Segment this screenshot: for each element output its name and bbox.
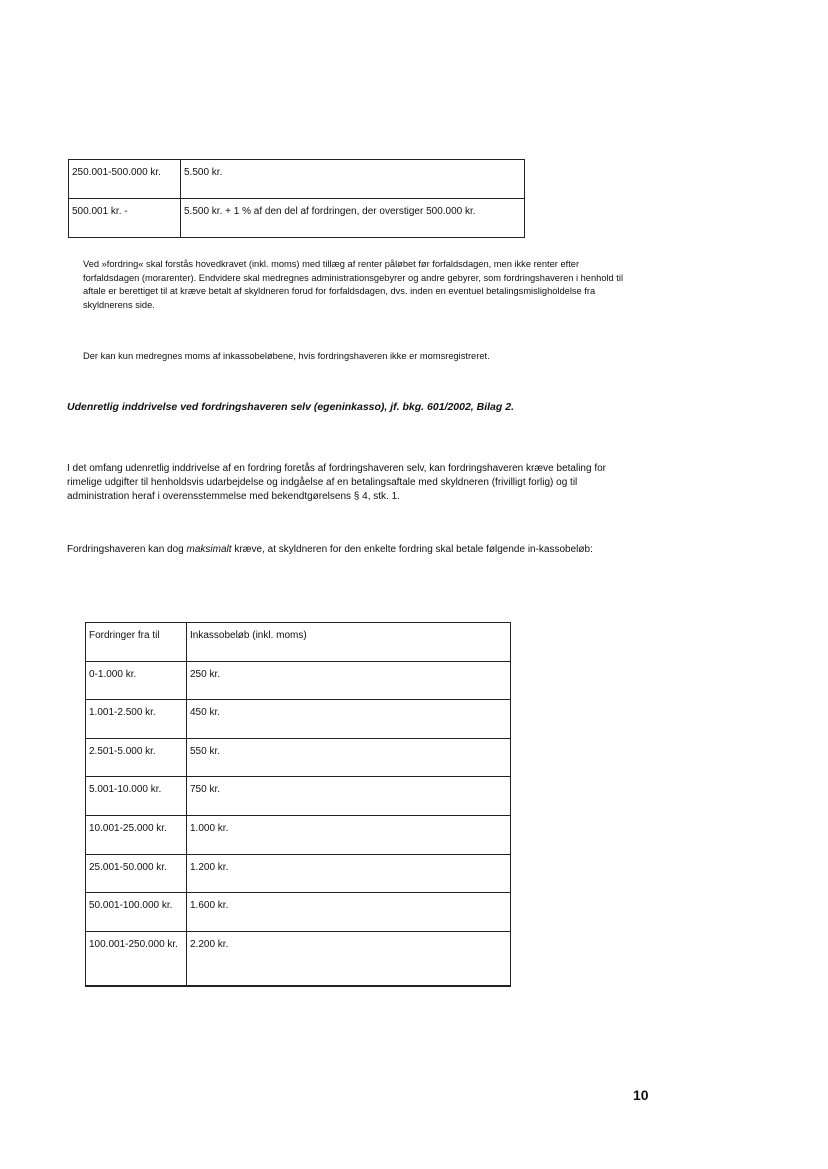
range-cell: 50.001-100.000 kr. [86, 893, 187, 932]
fee-cell: 450 kr. [187, 700, 511, 739]
maximum-fee-text-start: Fordringshaveren kan dog [67, 544, 187, 555]
header-range: Fordringer fra til [86, 623, 187, 662]
table-row [86, 777, 511, 816]
fee-cell: 550 kr. [187, 738, 511, 777]
range-cell: 10.001-25.000 kr. [86, 815, 187, 854]
vat-paragraph: Der kan kun medregnes moms af inkassobeløbene, hvis fordringshaveren ikke er momsregistreret. [83, 351, 490, 361]
fee-cell: 5.500 kr. + 1 % af den del af fordringen, der overstiger 500.000 kr. [181, 199, 525, 238]
range-cell: 100.001-250.000 kr. [86, 931, 187, 986]
table-row [86, 700, 511, 739]
table-row [86, 931, 511, 986]
range-cell: 500.001 kr. - [69, 199, 181, 238]
fordring-definition-paragraph: Ved »fordring« skal forstås hovedkravet (inkl. moms) med tillæg af renter påløbet før forfaldsdagen, men ikke renter efter forfaldsdagen (morarenter). Endvidere skal medregnes administrationsgebyrer og andre gebyrer, som fordringshaveren i henhold til aftale er berettiget til at kræve betalt af skyldneren forud for forfaldsdagen, dvs. inden en eventuel betalingsmisligholdelse fra skyldnerens side. [83, 259, 624, 310]
fee-cell: 750 kr. [187, 777, 511, 816]
table-row [69, 160, 525, 199]
range-cell: 0-1.000 kr. [86, 661, 187, 700]
table-row [86, 661, 511, 700]
fee-cell: 1.200 kr. [187, 854, 511, 893]
range-cell: 1.001-2.500 kr. [86, 700, 187, 739]
fee-table-continued [68, 159, 525, 238]
fee-cell: 5.500 kr. [181, 160, 525, 199]
range-cell: 250.001-500.000 kr. [69, 160, 181, 199]
fee-cell: 1.600 kr. [187, 893, 511, 932]
table-row [86, 854, 511, 893]
collection-fee-table [85, 622, 511, 987]
fee-cell: 1.000 kr. [187, 815, 511, 854]
maximum-fee-text-end: kræve, at skyldneren for den enkelte fordring skal betale følgende in-kassobeløb: [231, 544, 593, 555]
range-cell: 5.001-10.000 kr. [86, 777, 187, 816]
range-cell: 2.501-5.000 kr. [86, 738, 187, 777]
maximum-fee-paragraph [67, 543, 627, 557]
section-heading: Udenretlig inddrivelse ved fordringshaveren selv (egeninkasso), jf. bkg. 601/2002, Bilag 2. [67, 401, 514, 413]
maximum-emphasis: maksimalt [186, 544, 232, 555]
table-row [69, 199, 525, 238]
range-cell: 25.001-50.000 kr. [86, 854, 187, 893]
table-row [86, 738, 511, 777]
table-row [86, 815, 511, 854]
table-row [86, 893, 511, 932]
fee-cell: 250 kr. [187, 661, 511, 700]
egeninkasso-paragraph: I det omfang udenretlig inddrivelse af en fordring foretås af fordringshaveren selv, kan fordringshaveren kræve betaling for rimelige udgifter til henholdsvis udarbejdelse og indgåelse af en betalingsaftale med skyldneren (frivilligt forlig) og til administration heraf i overensstemmelse med bekendtgørelsens § 4, stk. 1. [67, 463, 607, 502]
page-number: 10 [633, 1087, 649, 1103]
fee-cell: 2.200 kr. [187, 931, 511, 986]
header-fee: Inkassobeløb (inkl. moms) [187, 623, 511, 662]
table-header-row [86, 623, 511, 662]
